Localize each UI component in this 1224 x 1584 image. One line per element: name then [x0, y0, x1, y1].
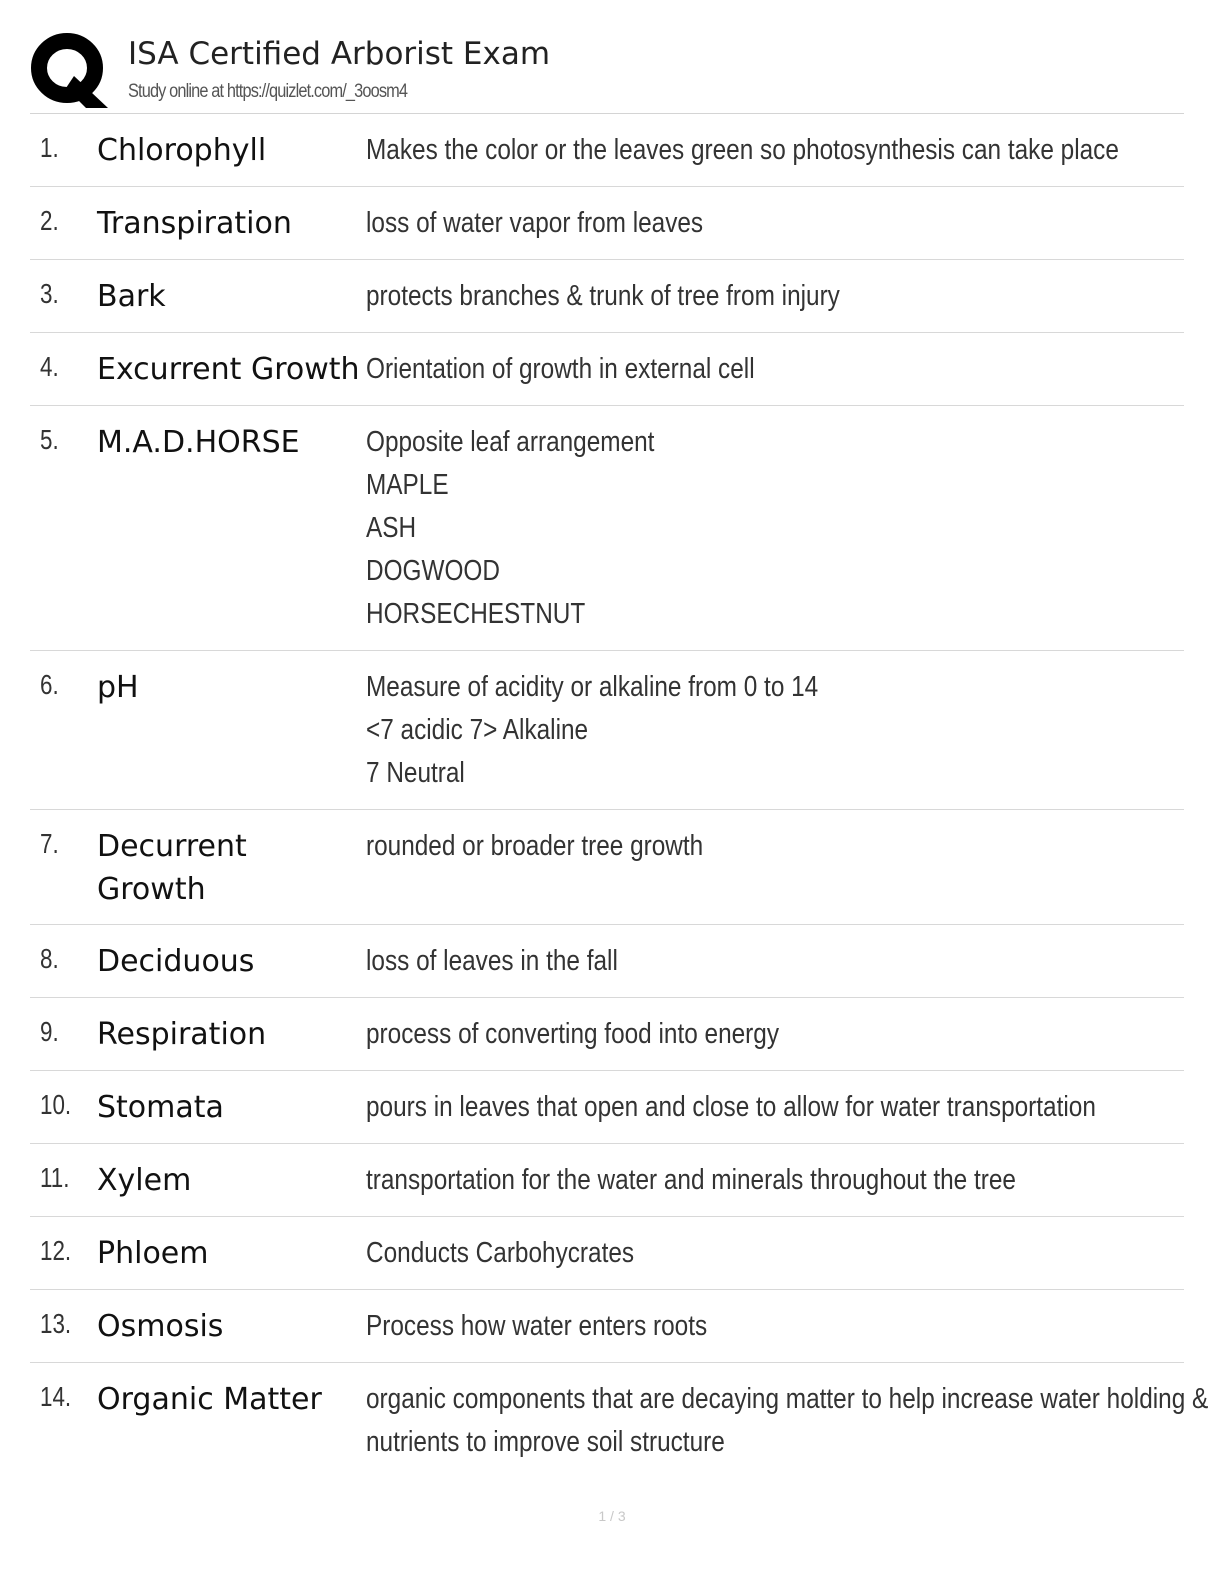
flashcard-row [30, 1071, 1184, 1144]
card-number: 9. [40, 1016, 59, 1047]
card-definition [366, 421, 1160, 650]
card-term: Osmosis [97, 1309, 224, 1344]
flashcard-row [30, 998, 1184, 1071]
card-term: Excurrent Growth [97, 352, 360, 387]
flashcard-row [30, 260, 1184, 333]
definition-line: organic components that are decaying matter to help increase water holding & [366, 1383, 1209, 1415]
definition-line: HORSECHESTNUT [366, 598, 586, 630]
card-term: Stomata [97, 1090, 224, 1125]
definition-line: rounded or broader tree growth [366, 830, 704, 862]
definition-line: DOGWOOD [366, 555, 500, 587]
quizlet-q-logo-icon [30, 32, 110, 108]
definition-line: pours in leaves that open and close to allow for water transportation [366, 1091, 1096, 1123]
definition-line: transportation for the water and minerals throughout the tree [366, 1164, 1016, 1196]
card-number: 4. [40, 351, 59, 382]
definition-line: protects branches & trunk of tree from injury [366, 280, 840, 312]
card-term: M.A.D.HORSE [97, 425, 300, 460]
card-number: 13. [40, 1308, 72, 1339]
flashcard-row [30, 1144, 1184, 1217]
card-definition [366, 1232, 1160, 1289]
definition-line: 7 Neutral [366, 757, 465, 789]
card-definition [366, 1305, 1160, 1362]
card-number: 8. [40, 943, 59, 974]
definition-line: loss of water vapor from leaves [366, 207, 704, 239]
definition-line: Opposite leaf arrangement [366, 426, 655, 458]
card-number: 14. [40, 1381, 72, 1412]
flashcard-row [30, 1290, 1184, 1363]
card-definition [366, 1086, 1160, 1143]
definition-line: <7 acidic 7> Alkaline [366, 714, 589, 746]
card-number: 7. [40, 828, 59, 859]
card-definition [366, 275, 1160, 332]
card-definition [366, 1013, 1160, 1070]
card-number: 10. [40, 1089, 72, 1120]
card-number: 2. [40, 205, 59, 236]
page-header [30, 28, 1184, 114]
flashcard-row [30, 406, 1184, 651]
card-term: Xylem [97, 1163, 192, 1198]
card-term: pH [97, 670, 139, 705]
page-number: 1 / 3 [598, 1508, 626, 1524]
card-term: Bark [97, 279, 166, 314]
card-definition [366, 666, 1160, 809]
card-definition [366, 825, 1160, 924]
card-number: 11. [40, 1162, 70, 1193]
flashcard-list [30, 114, 1209, 1478]
card-term: Decurrent Growth [97, 829, 247, 907]
definition-line: Makes the color or the leaves green so photosynthesis can take place [366, 134, 1119, 166]
card-number: 5. [40, 424, 59, 455]
card-term: Respiration [97, 1017, 267, 1052]
page-title: ISA Certified Arborist Exam [128, 36, 551, 72]
flashcard-row [30, 1217, 1184, 1290]
card-definition [366, 1378, 1209, 1478]
card-term: Deciduous [97, 944, 255, 979]
flashcard-row [30, 810, 1184, 925]
flashcard-row [30, 114, 1184, 187]
flashcard-row [30, 187, 1184, 260]
card-term: Phloem [97, 1236, 209, 1271]
definition-line: loss of leaves in the fall [366, 945, 618, 977]
flashcard-row [30, 651, 1184, 810]
card-term: Chlorophyll [97, 133, 267, 168]
flashcard-row [30, 333, 1184, 406]
card-definition [366, 129, 1160, 186]
definition-line: process of converting food into energy [366, 1018, 780, 1050]
definition-line: MAPLE [366, 469, 449, 501]
definition-line: ASH [366, 512, 417, 544]
card-term: Transpiration [97, 206, 292, 241]
definition-line: nutrients to improve soil structure [366, 1426, 725, 1458]
definition-line: Measure of acidity or alkaline from 0 to 14 [366, 671, 819, 703]
card-number: 3. [40, 278, 59, 309]
card-term: Organic Matter [97, 1382, 322, 1417]
flashcard-row [30, 1363, 1209, 1478]
definition-line: Process how water enters roots [366, 1310, 708, 1342]
card-definition [366, 202, 1160, 259]
card-definition [366, 348, 1160, 405]
study-online-link-text: Study online at https://quizlet.com/_3oosm4 [128, 81, 408, 102]
card-definition [366, 1159, 1160, 1216]
card-definition [366, 940, 1160, 997]
card-number: 12. [40, 1235, 72, 1266]
definition-line: Orientation of growth in external cell [366, 353, 755, 385]
flashcard-row [30, 925, 1184, 998]
definition-line: Conducts Carbohycrates [366, 1237, 635, 1269]
card-number: 1. [40, 132, 59, 163]
card-number: 6. [40, 669, 59, 700]
